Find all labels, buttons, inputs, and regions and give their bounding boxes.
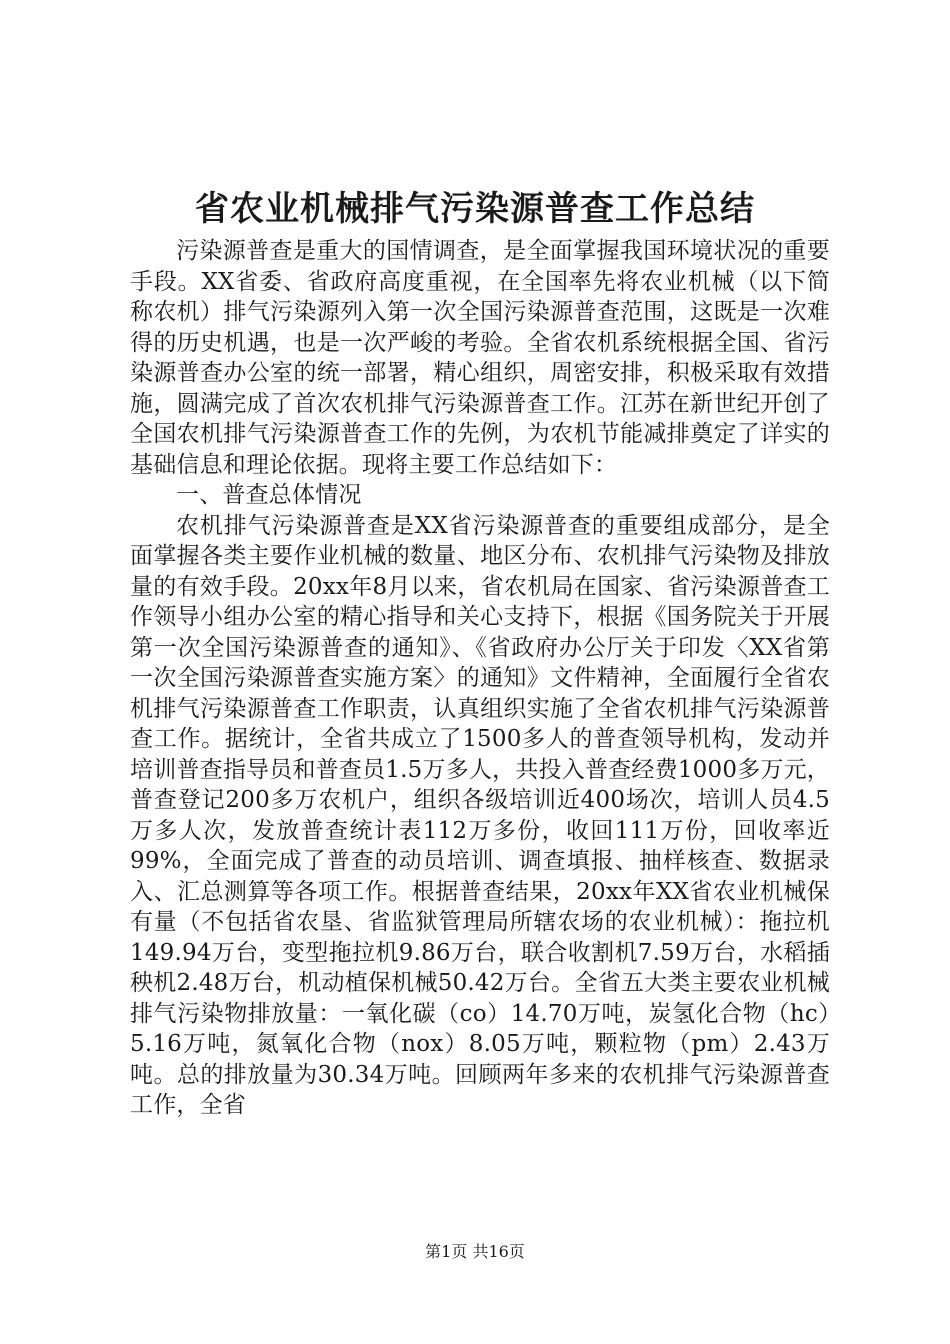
page-number-footer: 第1页 共16页	[425, 1242, 525, 1261]
paragraph-overview: 农机排气污染源普查是XX省污染源普查的重要组成部分，是全面掌握各类主要作业机械的数量、地区分布、农机排气污染物及排放量的有效手段。20xx年8月以来，省农机局在国家、省污染源普查工作领导小组办公室的精心指导和关心支持下，根据《国务院关于开展第一次全国污染源普查的通知》、《省政府办公厅关于印发〈XX省第一次全国污染源普查实施方案〉的通知》文件精神，全面履行全省农机排气污染源普查工作职责，认真组织实施了全省农机排气污染源普查工作。据统计，全省共成立了1500多人的普查领导机构，发动并培训普查指导员和普查员1.5万多人，共投入普查经费1000多万元，普查登记200多万农机户，组织各级培训近400场次，培训人员4.5万多人次，发放普查统计表112万多份，收回111万份，回收率近99%，全面完成了普查的动员培训、调查填报、抽样核查、数据录入、汇总测算等各项工作。根据普查结果，20xx年XX省农业机械保有量（不包括省农垦、省监狱管理局所辖农场的农业机械）：拖拉机149.94万台，变型拖拉机9.86万台，联合收割机7.59万台，水稻插秧机2.48万台，机动植保机械50.42万台。全省五大类主要农业机械排气污染物排放量：一氧化碳（co）14.70万吨，炭氢化合物（hc）5.16万吨，氮氧化合物（nox）8.05万吨，颗粒物（pm）2.43万吨。总的排放量为30.34万吨。回顾两年多来的农机排气污染源普查工作，全省	[130, 512, 830, 1118]
paragraph-intro: 污染源普查是重大的国情调查，是全面掌握我国环境状况的重要手段。XX省委、省政府高度重视，在全国率先将农业机械（以下简称农机）排气污染源列入第一次全国污染源普查范围，这既是一次难得的历史机遇，也是一次严峻的考验。全省农机系统根据全国、省污染源普查办公室的统一部署，精心组织，周密安排，积极采取有效措施，圆满完成了首次农机排气污染源普查工作。江苏在新世纪开创了全国农机排气污染源普查工作的先例，为农机节能减排奠定了详实的基础信息和理论依据。现将主要工作总结如下：	[130, 238, 830, 478]
section-heading-1: 一、普查总体情况	[176, 482, 362, 508]
document-body	[130, 236, 830, 1121]
document-title: 省农业机械排气污染源普查工作总结	[195, 189, 755, 229]
